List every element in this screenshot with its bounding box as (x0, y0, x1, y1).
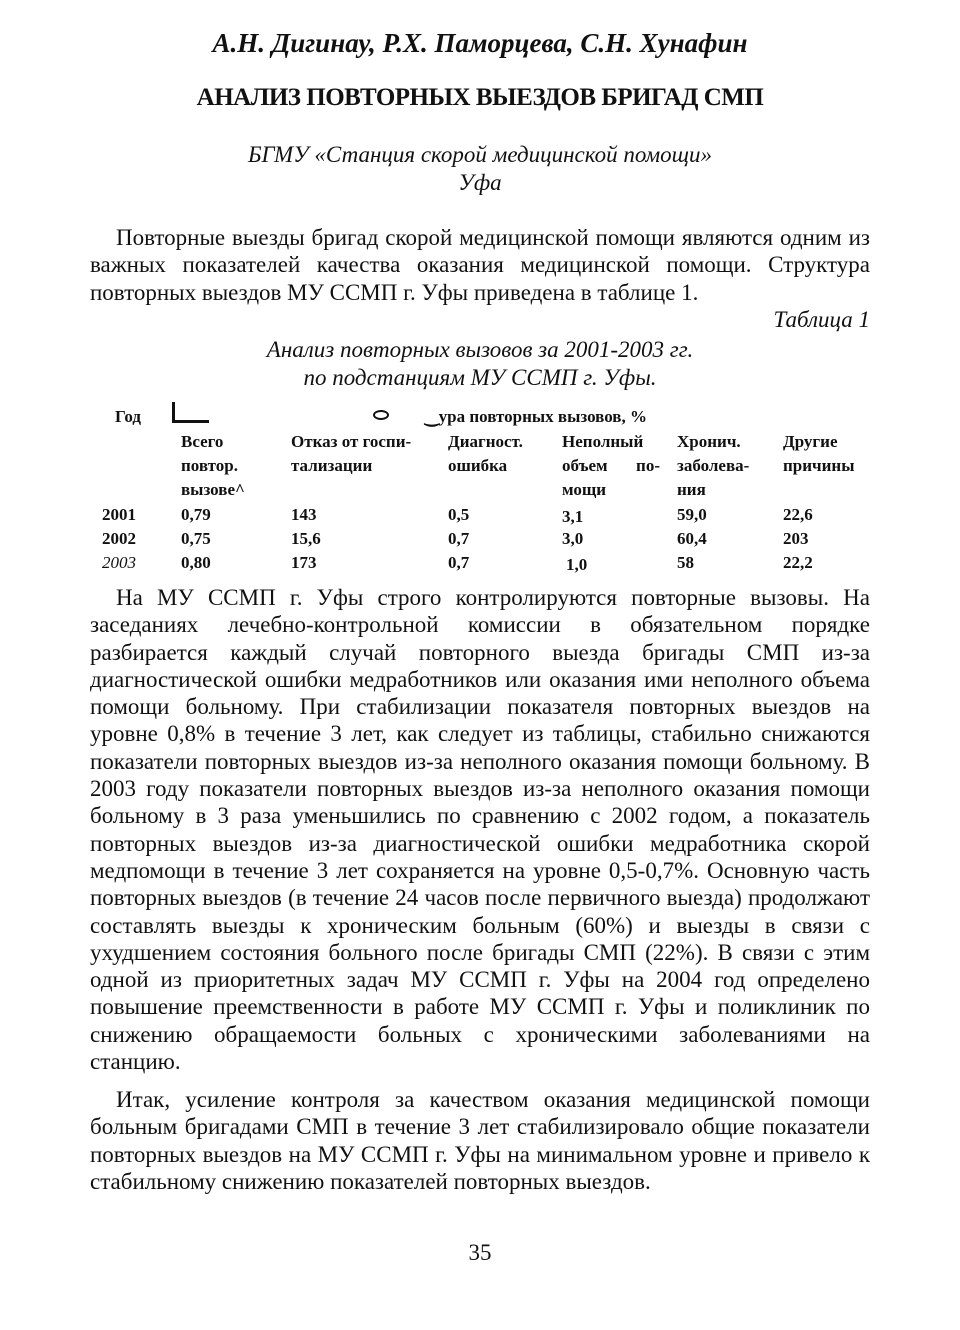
table-row-year: 2003 (102, 553, 136, 572)
table-cell: 3,0 (562, 529, 584, 548)
table-cell: 0,75 (181, 529, 211, 548)
table-col-header-chronic (677, 430, 749, 502)
table-cell: 59,0 (677, 505, 707, 524)
table-cell: 3,1 (562, 507, 584, 526)
col-header-line: тализации (291, 456, 373, 475)
table-col-header-refusal (291, 430, 411, 478)
col-header-line: вызове^ (181, 480, 245, 499)
table-caption-line2: по подстанциям МУ ССМП г. Уфы. (303, 365, 657, 390)
affiliation (0, 141, 960, 197)
table-row-year: 2002 (102, 529, 136, 548)
table-group-header-text: ура повторных вызовов, % (438, 407, 647, 426)
table-group-header (425, 405, 647, 429)
affiliation-org: БГМУ «Станция скорой медицинской помощи» (247, 142, 713, 167)
article-title: АНАЛИЗ ПОВТОРНЫХ ВЫЕЗДОВ БРИГАД СМП (196, 84, 764, 111)
table-cell: 0,79 (181, 505, 211, 524)
table-cell: 143 (291, 505, 317, 524)
table-cell: 203 (783, 529, 809, 548)
table-group-header-tick: ‿ (425, 407, 439, 426)
table-cell: 60,4 (677, 529, 707, 548)
col-header-line: Другие (783, 432, 838, 451)
col-header-line: повтор. (181, 456, 238, 475)
table-col-header-diagnostic (448, 430, 523, 478)
table-label: Таблица 1 (773, 307, 870, 332)
authors: А.Н. Дигинау, Р.Х. Паморцева, С.Н. Хунафин (212, 28, 748, 58)
table-cell: 0,7 (448, 553, 470, 572)
col-header-line: причины (783, 456, 855, 475)
table-year-header: Год (115, 407, 141, 426)
col-header-line: Хронич. (677, 432, 741, 451)
table-col-header-other (783, 430, 855, 478)
table-caption-line1: Анализ повторных вызовов за 2001-2003 гг. (266, 337, 694, 362)
paragraph-intro: Повторные выезды бригад скорой медицинской помощи являются одним из важных показателей качества оказания медицинской помощи. Структура повторных выездов МУ ССМП г. Уфы приведена в таблице 1. (90, 225, 870, 305)
table-cell: 0,80 (181, 553, 211, 572)
scan-bracket-mark (172, 402, 209, 423)
table-cell: 15,6 (291, 529, 321, 548)
table-cell: 0,5 (448, 505, 470, 524)
table-cell: 22,2 (783, 553, 813, 572)
col-header-line: Неполный (562, 432, 644, 451)
col-header-line: Всего (181, 432, 224, 451)
page-number: 35 (468, 1240, 492, 1265)
affiliation-city: Уфа (458, 170, 502, 195)
col-header-line: Диагност. (448, 432, 523, 451)
col-header-line: Отказ от госпи- (291, 432, 412, 451)
col-header-line: заболева- (677, 456, 750, 475)
table-cell: 58 (677, 553, 694, 572)
table-cell: 1,0 (566, 555, 588, 574)
table-row-year: 2001 (102, 505, 136, 524)
col-header-line: мощи (562, 480, 607, 499)
table-col-header-incomplete (562, 430, 660, 502)
paragraph-body: На МУ ССМП г. Уфы строго контролируются повторные вызовы. На заседаниях лечебно-контрольной комиссии в обязательном порядке разбирается каждый случай повторного выезда бригады СМП из-за диагностической ошибки медработников или оказания ими неполного объема помощи больному. При стабилизации показателя повторных выездов на уровне 0,8% в течение 3 лет, как следует из таблицы, стабильно снижаются показатели повторных выездов из-за неполного оказания помощи больному. В 2003 году показатели повторных выездов из-за неполного оказания помощи больному в 3 раза уменьшились по сравнению с 2002 годом, а показатель повторных выездов из-за диагностической ошибки медработника скорой медпомощи в течение 3 лет сохраняется на уровне 0,5-0,7%. Основную часть повторных выездов (в течение 24 часов после первичного выезда) продолжают составлять выезды к хроническим больным (60%) и выезды в связи с ухудшением состояния больного после бригады СМП (22%). В связи с этим одной из приоритетных задач МУ ССМП г. Уфы на 2004 год определено повышение преемственности в работе МУ ССМП г. Уфы и поликлиник по снижению обращаемости больных с хроническими заболеваниями на станцию. (90, 585, 870, 1075)
table-cell: 0,7 (448, 529, 470, 548)
col-header-line: ния (677, 480, 706, 499)
table-cell: 173 (291, 553, 317, 572)
scan-oval-mark (373, 410, 389, 420)
table-cell: 22,6 (783, 505, 813, 524)
paragraph-conclusion: Итак, усиление контроля за качеством оказания медицинской помощи больным бригадами СМП в течение 3 лет стабилизировало общие показатели повторных выездов на МУ ССМП г. Уфы на минимальном уровне и привело к стабильному снижению показателей повторных выездов. (90, 1087, 870, 1194)
col-header-line: объем по- (562, 456, 660, 475)
col-header-line: ошибка (448, 456, 508, 475)
table-col-header-total (181, 430, 245, 502)
table-caption (0, 336, 960, 392)
